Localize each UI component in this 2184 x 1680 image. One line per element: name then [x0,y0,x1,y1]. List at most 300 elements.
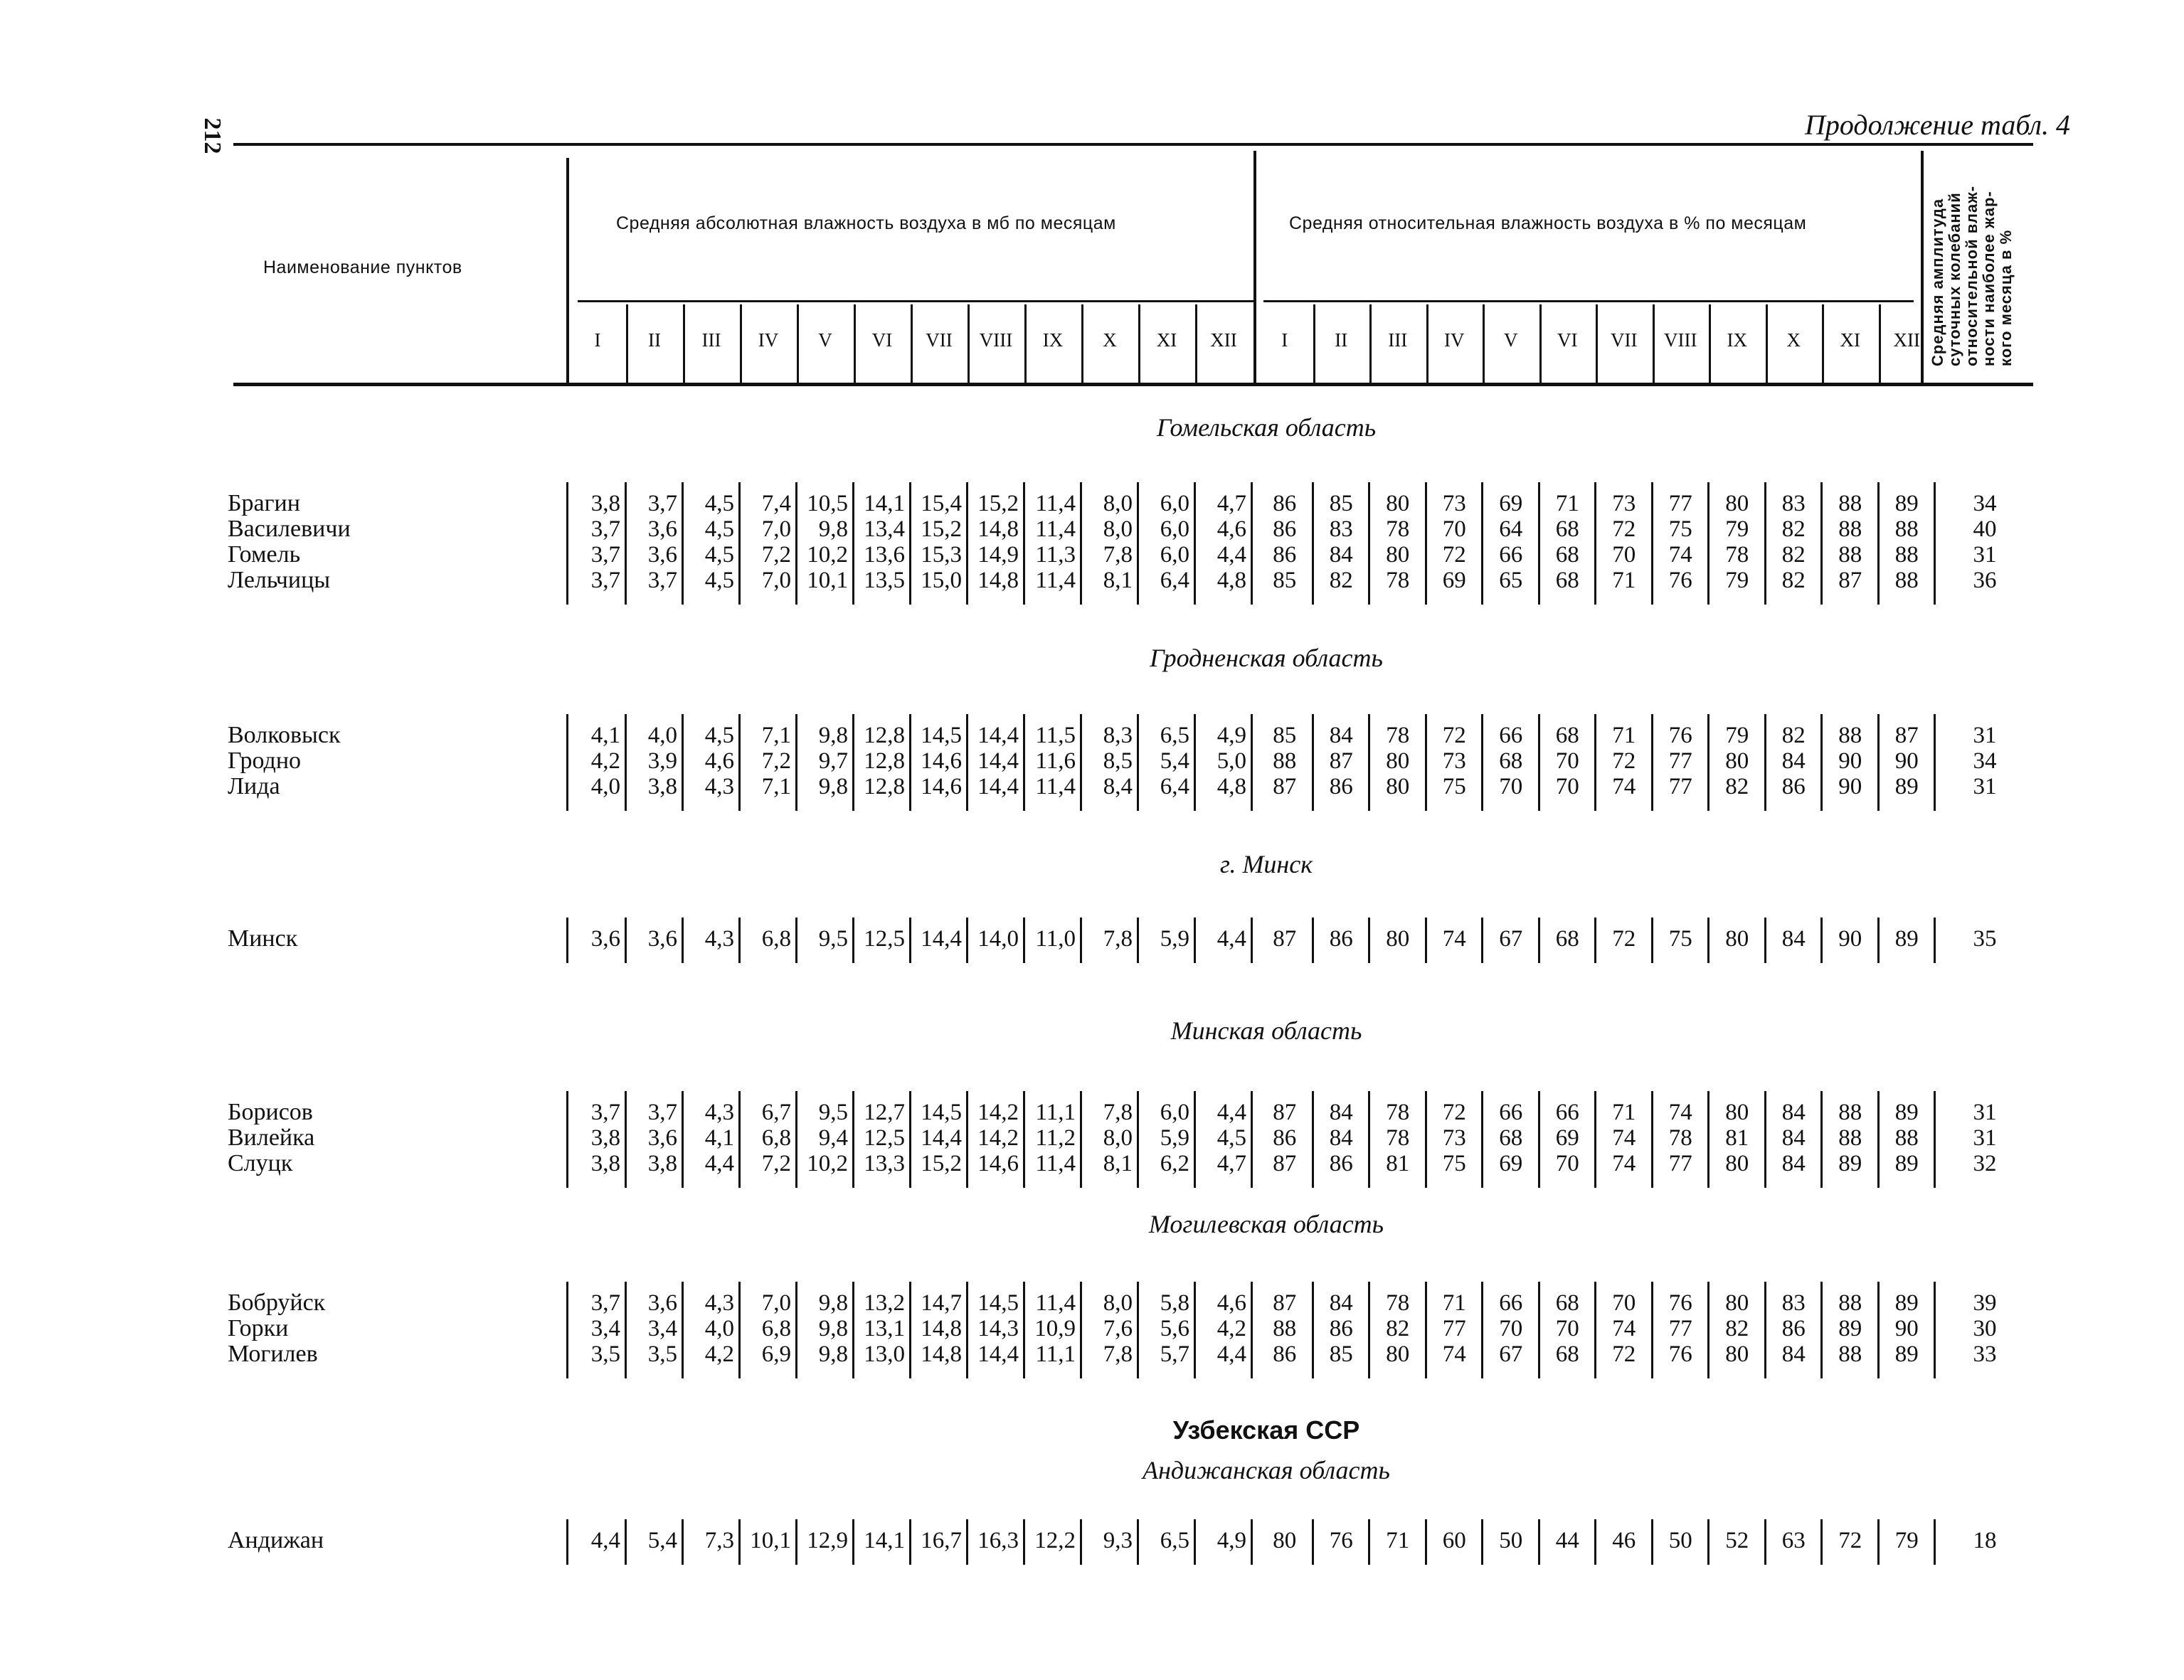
rel-humidity-cell: 86 [1273,516,1297,542]
rel-humidity-cell: 80 [1725,1290,1749,1316]
row-block-line [1251,714,1253,811]
abs-humidity-cell: 4,5 [704,723,734,748]
rel-humidity-cell: 74 [1442,1341,1466,1367]
abs-humidity-cell: 7,3 [704,1528,734,1553]
abs-humidity-cell: 4,1 [590,723,620,748]
abs-humidity-cell: 6,0 [1160,542,1189,568]
abs-humidity-cell: 4,9 [1216,1528,1246,1553]
rel-humidity-cell: 68 [1555,1341,1579,1367]
rel-humidity-cell: 70 [1555,1316,1579,1341]
abs-humidity-cell: 3,6 [647,542,677,568]
rel-humidity-cell: 66 [1499,542,1523,568]
abs-humidity-cell: 14,1 [864,491,905,516]
rel-humidity-cell: 74 [1668,542,1692,568]
station-name: Бобруйск [228,1290,326,1316]
rel-humidity-cell: 74 [1668,1100,1692,1125]
rel-humidity-cell: 89 [1894,926,1919,952]
rel-humidity-cell: 89 [1838,1151,1862,1176]
abs-humidity-cell: 8,4 [1103,774,1133,799]
rel-humidity-cell: 86 [1273,491,1297,516]
abs-humidity-cell: 4,5 [704,542,734,568]
rel-humidity-cell: 84 [1329,723,1353,748]
region-title: Гродненская область [1150,644,1383,672]
rel-month-label: IV [1444,329,1465,351]
abs-humidity-cell: 5,4 [647,1528,677,1553]
rel-humidity-cell: 87 [1273,1100,1297,1125]
station-name: Василевичи [228,516,351,542]
abs-humidity-cell: 14,8 [921,1316,962,1341]
rel-humidity-cell: 78 [1386,516,1410,542]
station-name: Могилев [228,1341,318,1367]
rel-humidity-cell: 50 [1668,1528,1692,1553]
amplitude-cell: 18 [1973,1528,1997,1553]
rel-humidity-cell: 71 [1612,723,1636,748]
abs-humidity-cell: 7,2 [761,748,791,774]
rel-humidity-cell: 76 [1668,568,1692,593]
row-block-line [566,918,568,963]
abs-humidity-cell: 4,6 [704,748,734,774]
rel-humidity-cell: 74 [1612,1316,1636,1341]
rel-humidity-cell: 70 [1499,1316,1523,1341]
abs-humidity-cell: 11,4 [1035,774,1076,799]
abs-humidity-cell: 3,7 [590,1290,620,1316]
abs-humidity-cell: 11,0 [1035,926,1076,952]
abs-humidity-cell: 14,5 [921,1100,962,1125]
rel-humidity-cell: 86 [1781,774,1806,799]
abs-humidity-cell: 3,6 [647,926,677,952]
abs-month-label: I [594,329,601,351]
rel-humidity-cell: 88 [1838,491,1862,516]
rel-humidity-cell: 88 [1838,1341,1862,1367]
abs-humidity-cell: 6,0 [1160,1100,1189,1125]
rel-humidity-cell: 89 [1894,1290,1919,1316]
month-divider [1822,304,1824,383]
rel-humidity-cell: 70 [1499,774,1523,799]
abs-humidity-cell: 4,7 [1216,1151,1246,1176]
rel-humidity-cell: 69 [1442,568,1466,593]
continuation-label: Продолжение табл. 4 [1804,109,2070,141]
region-title: Могилевская область [1148,1210,1384,1238]
abs-humidity-cell: 7,8 [1103,926,1133,952]
abs-humidity-cell: 16,7 [921,1528,962,1553]
abs-humidity-cell: 8,0 [1103,1125,1133,1151]
republic-title: Узбекская ССР [1172,1415,1360,1445]
rel-humidity-cell: 84 [1329,1100,1353,1125]
abs-humidity-cell: 13,0 [864,1341,905,1367]
abs-month-label: V [818,329,832,351]
rel-humidity-cell: 79 [1894,1528,1919,1553]
rel-humidity-cell: 84 [1329,542,1353,568]
row-block-line [1251,482,1253,605]
abs-humidity-cell: 14,4 [977,748,1019,774]
rel-month-label: VIII [1664,329,1697,351]
rel-month-label: XII [1893,329,1920,351]
rel-humidity-cell: 78 [1386,1290,1410,1316]
abs-humidity-cell: 15,3 [921,542,962,568]
rel-humidity-cell: 87 [1329,748,1353,774]
amplitude-cell: 31 [1973,1125,1997,1151]
month-divider [1596,304,1598,383]
rel-humidity-cell: 72 [1838,1528,1862,1553]
abs-humidity-cell: 4,2 [704,1341,734,1367]
abs-humidity-cell: 7,8 [1103,542,1133,568]
rel-humidity-cell: 72 [1612,516,1636,542]
month-divider [797,304,799,383]
abs-humidity-cell: 8,0 [1103,1290,1133,1316]
rel-humidity-cell: 80 [1386,774,1410,799]
rel-humidity-cell: 86 [1273,1125,1297,1151]
abs-humidity-cell: 6,5 [1160,723,1189,748]
amplitude-cell: 40 [1973,516,1997,542]
abs-month-label: X [1103,329,1117,351]
rel-humidity-cell: 69 [1499,491,1523,516]
abs-humidity-cell: 14,4 [977,1341,1019,1367]
rel-humidity-cell: 80 [1725,1100,1749,1125]
abs-humidity-cell: 4,0 [647,723,677,748]
rel-humidity-cell: 64 [1499,516,1523,542]
rel-humidity-cell: 72 [1612,1341,1636,1367]
rel-humidity-cell: 85 [1273,723,1297,748]
abs-humidity-cell: 5,8 [1160,1290,1189,1316]
abs-humidity-cell: 3,6 [647,516,677,542]
month-divider [740,304,742,383]
abs-humidity-cell: 4,6 [1216,516,1246,542]
rel-humidity-cell: 88 [1273,1316,1297,1341]
amp-header-line: Средняя амплитуда [1929,198,1946,366]
abs-humidity-cell: 4,2 [1216,1316,1246,1341]
abs-month-label: II [648,329,661,351]
rel-humidity-cell: 88 [1273,748,1297,774]
rel-humidity-cell: 80 [1386,542,1410,568]
abs-humidity-cell: 11,4 [1035,516,1076,542]
abs-humidity-cell: 8,1 [1103,568,1133,593]
abs-humidity-cell: 4,4 [1216,926,1246,952]
page-number: 212 [199,117,226,154]
abs-humidity-cell: 4,0 [590,774,620,799]
abs-humidity-cell: 10,5 [807,491,848,516]
abs-humidity-cell: 12,2 [1034,1528,1076,1553]
rel-humidity-cell: 75 [1442,774,1466,799]
rel-humidity-cell: 87 [1894,723,1919,748]
rel-humidity-cell: 68 [1555,542,1579,568]
rel-humidity-cell: 69 [1499,1151,1523,1176]
rel-humidity-cell: 82 [1781,516,1806,542]
abs-humidity-cell: 6,4 [1160,568,1189,593]
rel-humidity-cell: 80 [1273,1528,1297,1553]
abs-humidity-cell: 9,8 [818,774,848,799]
abs-humidity-cell: 15,4 [921,491,962,516]
rel-humidity-cell: 83 [1329,516,1353,542]
amplitude-cell: 31 [1973,542,1997,568]
abs-humidity-cell: 14,8 [977,516,1019,542]
abs-humidity-cell: 9,8 [818,1316,848,1341]
region-title: г. Минск [1219,850,1313,878]
abs-humidity-cell: 8,5 [1103,748,1133,774]
rel-humidity-cell: 77 [1668,748,1692,774]
rel-humidity-cell: 84 [1781,748,1806,774]
abs-humidity-cell: 12,9 [807,1528,848,1553]
abs-humidity-cell: 4,4 [1216,1341,1246,1367]
station-name: Лельчицы [228,567,331,593]
abs-month-label: III [701,329,721,351]
station-name: Андижан [228,1527,324,1553]
rel-humidity-cell: 71 [1386,1528,1410,1553]
rel-humidity-cell: 79 [1725,723,1749,748]
abs-humidity-cell: 6,8 [761,1125,791,1151]
rel-humidity-cell: 70 [1612,542,1636,568]
rel-humidity-cell: 67 [1499,1341,1523,1367]
month-divider [1024,304,1027,383]
rel-humidity-cell: 71 [1612,568,1636,593]
station-name: Лида [228,773,280,799]
abs-humidity-cell: 16,3 [977,1528,1019,1553]
rel-humidity-cell: 84 [1329,1290,1353,1316]
abs-humidity-cell: 10,2 [807,542,848,568]
abs-humidity-cell: 11,4 [1035,1151,1076,1176]
abs-humidity-cell: 12,7 [864,1100,905,1125]
abs-humidity-cell: 11,4 [1035,568,1076,593]
rel-humidity-cell: 77 [1668,774,1692,799]
abs-humidity-cell: 11,4 [1035,1290,1076,1316]
abs-month-label: IX [1042,329,1064,351]
abs-humidity-cell: 6,4 [1160,774,1189,799]
abs-humidity-cell: 6,2 [1160,1151,1189,1176]
rel-humidity-cell: 68 [1499,1125,1523,1151]
rel-humidity-cell: 68 [1555,926,1579,952]
rel-humidity-cell: 73 [1442,491,1466,516]
abs-humidity-cell: 13,6 [864,542,905,568]
top-rule [233,143,2033,146]
rel-humidity-cell: 70 [1612,1290,1636,1316]
rel-humidity-cell: 84 [1781,1341,1806,1367]
abs-humidity-cell: 11,5 [1035,723,1076,748]
amplitude-cell: 31 [1973,774,1997,799]
rel-humidity-cell: 66 [1499,1290,1523,1316]
abs-humidity-cell: 11,3 [1035,542,1076,568]
abs-humidity-cell: 8,1 [1103,1151,1133,1176]
abs-humidity-cell: 3,7 [647,491,677,516]
rel-humidity-cell: 88 [1838,1100,1862,1125]
abs-humidity-cell: 4,7 [1216,491,1246,516]
abs-humidity-cell: 7,1 [761,723,791,748]
abs-humidity-cell: 7,0 [761,1290,791,1316]
rel-humidity-cell: 73 [1612,491,1636,516]
amp-group-left-line [1921,151,1924,384]
abs-humidity-cell: 9,4 [818,1125,848,1151]
abs-month-label: VI [871,329,893,351]
station-name: Гомель [228,541,301,568]
rel-humidity-cell: 84 [1781,1125,1806,1151]
rel-humidity-cell: 50 [1499,1528,1523,1553]
abs-humidity-cell: 4,9 [1216,723,1246,748]
abs-humidity-cell: 5,9 [1160,1125,1189,1151]
rel-humidity-cell: 88 [1838,723,1862,748]
rel-humidity-cell: 68 [1499,748,1523,774]
rel-humidity-cell: 81 [1386,1151,1410,1176]
rel-month-label: II [1335,329,1348,351]
amp-header-line: относительной влаж- [1963,185,1981,366]
row-block-line [1251,1091,1253,1188]
rel-humidity-cell: 78 [1386,723,1410,748]
abs-humidity-cell: 3,8 [590,1125,620,1151]
abs-humidity-cell: 3,8 [590,491,620,516]
abs-humidity-cell: 4,8 [1216,568,1246,593]
abs-humidity-cell: 9,8 [818,516,848,542]
rel-humidity-cell: 82 [1781,542,1806,568]
rel-humidity-cell: 66 [1499,1100,1523,1125]
abs-humidity-cell: 14,3 [977,1316,1019,1341]
abs-humidity-cell: 8,0 [1103,491,1133,516]
rel-humidity-cell: 78 [1386,1125,1410,1151]
abs-humidity-cell: 11,1 [1035,1100,1076,1125]
abs-humidity-cell: 14,9 [977,542,1019,568]
rel-humidity-cell: 74 [1612,1125,1636,1151]
rel-humidity-cell: 86 [1329,1151,1353,1176]
abs-humidity-cell: 3,4 [647,1316,677,1341]
abs-humidity-cell: 5,4 [1160,748,1189,774]
amp-header-line: ности наиболее жар- [1980,191,1998,366]
rel-humidity-cell: 87 [1273,774,1297,799]
abs-humidity-cell: 5,0 [1216,748,1246,774]
abs-humidity-cell: 14,4 [921,926,962,952]
abs-humidity-cell: 3,8 [647,1151,677,1176]
month-divider [1195,304,1197,383]
rel-humidity-cell: 68 [1555,723,1579,748]
abs-humidity-cell: 13,1 [864,1316,905,1341]
abs-humidity-cell: 6,7 [761,1100,791,1125]
rel-humidity-cell: 68 [1555,516,1579,542]
amplitude-cell: 31 [1973,1100,1997,1125]
abs-humidity-cell: 10,9 [1034,1316,1076,1341]
rel-group-rule [1263,300,1914,302]
abs-humidity-cell: 9,8 [818,1290,848,1316]
rel-humidity-cell: 86 [1329,926,1353,952]
abs-humidity-cell: 7,4 [761,491,791,516]
abs-humidity-cell: 7,8 [1103,1341,1133,1367]
rel-humidity-cell: 89 [1894,774,1919,799]
rel-humidity-cell: 89 [1894,1341,1919,1367]
rel-humidity-cell: 78 [1725,542,1749,568]
header-bottom-rule [233,383,2033,386]
rel-humidity-cell: 80 [1386,1341,1410,1367]
rel-month-label: XI [1840,329,1860,351]
abs-humidity-cell: 3,7 [647,1100,677,1125]
rel-humidity-cell: 87 [1273,1290,1297,1316]
rel-humidity-cell: 86 [1329,1316,1353,1341]
abs-humidity-cell: 4,5 [704,568,734,593]
abs-humidity-cell: 3,6 [590,926,620,952]
rel-humidity-cell: 76 [1329,1528,1353,1553]
rel-humidity-cell: 86 [1273,542,1297,568]
rel-humidity-cell: 82 [1725,774,1749,799]
abs-humidity-cell: 4,4 [590,1528,620,1553]
rel-humidity-cell: 88 [1838,516,1862,542]
month-divider [1426,304,1428,383]
abs-humidity-cell: 4,4 [704,1151,734,1176]
rel-humidity-cell: 67 [1499,926,1523,952]
abs-group-left-line [566,158,569,384]
rel-humidity-cell: 87 [1273,1151,1297,1176]
rel-humidity-cell: 90 [1894,748,1919,774]
month-divider [683,304,685,383]
rel-humidity-cell: 82 [1781,723,1806,748]
abs-humidity-cell: 15,2 [921,1151,962,1176]
rel-month-label: IX [1727,329,1747,351]
row-block-line [566,714,568,811]
rel-humidity-cell: 76 [1668,723,1692,748]
rel-humidity-cell: 77 [1668,491,1692,516]
abs-humidity-cell: 4,0 [704,1316,734,1341]
rel-humidity-cell: 85 [1329,491,1353,516]
amplitude-cell: 34 [1973,748,1997,774]
abs-humidity-cell: 3,7 [590,568,620,593]
rel-humidity-cell: 80 [1725,491,1749,516]
abs-humidity-cell: 15,0 [921,568,962,593]
region-title: Гомельская область [1156,413,1377,442]
abs-humidity-cell: 3,8 [590,1151,620,1176]
rel-humidity-cell: 52 [1725,1528,1749,1553]
rel-humidity-cell: 82 [1329,568,1353,593]
amplitude-cell: 35 [1973,926,1997,952]
abs-humidity-cell: 12,5 [864,1125,905,1151]
abs-humidity-cell: 14,6 [921,774,962,799]
rel-humidity-cell: 75 [1442,1151,1466,1176]
abs-humidity-cell: 4,8 [1216,774,1246,799]
rel-humidity-cell: 84 [1781,1100,1806,1125]
abs-humidity-cell: 7,0 [761,568,791,593]
station-name: Брагин [228,490,300,516]
abs-humidity-cell: 7,8 [1103,1100,1133,1125]
month-divider [1766,304,1768,383]
rel-humidity-cell: 68 [1555,568,1579,593]
rel-humidity-cell: 80 [1386,491,1410,516]
rel-group-left-line [1253,151,1256,384]
amplitude-cell: 36 [1973,568,1997,593]
rel-humidity-cell: 78 [1668,1125,1692,1151]
rel-humidity-cell: 66 [1555,1100,1579,1125]
rel-humidity-cell: 77 [1442,1316,1466,1341]
rel-humidity-cell: 88 [1894,1125,1919,1151]
month-divider [1653,304,1655,383]
station-name: Гродно [228,748,302,774]
rel-humidity-cell: 63 [1781,1528,1806,1553]
rel-humidity-cell: 71 [1442,1290,1466,1316]
abs-humidity-cell: 15,2 [977,491,1019,516]
row-block-line [1251,1519,1253,1565]
month-divider [968,304,970,383]
abs-humidity-cell: 14,5 [921,723,962,748]
abs-humidity-cell: 11,4 [1035,491,1076,516]
abs-humidity-cell: 7,0 [761,516,791,542]
abs-humidity-cell: 9,5 [818,926,848,952]
station-name: Минск [228,925,298,952]
amplitude-cell: 33 [1973,1341,1997,1367]
abs-humidity-cell: 10,1 [807,568,848,593]
rel-humidity-cell: 79 [1725,568,1749,593]
rel-humidity-cell: 70 [1555,774,1579,799]
amplitude-cell: 30 [1973,1316,1997,1341]
abs-humidity-cell: 9,8 [818,723,848,748]
abs-humidity-cell: 6,9 [761,1341,791,1367]
month-divider [1138,304,1140,383]
rel-humidity-cell: 83 [1781,491,1806,516]
abs-month-label: VIII [979,329,1013,351]
rel-humidity-cell: 88 [1894,542,1919,568]
rel-humidity-cell: 87 [1273,926,1297,952]
rel-humidity-cell: 72 [1442,542,1466,568]
abs-humidity-cell: 8,3 [1103,723,1133,748]
abs-humidity-cell: 12,8 [864,723,905,748]
